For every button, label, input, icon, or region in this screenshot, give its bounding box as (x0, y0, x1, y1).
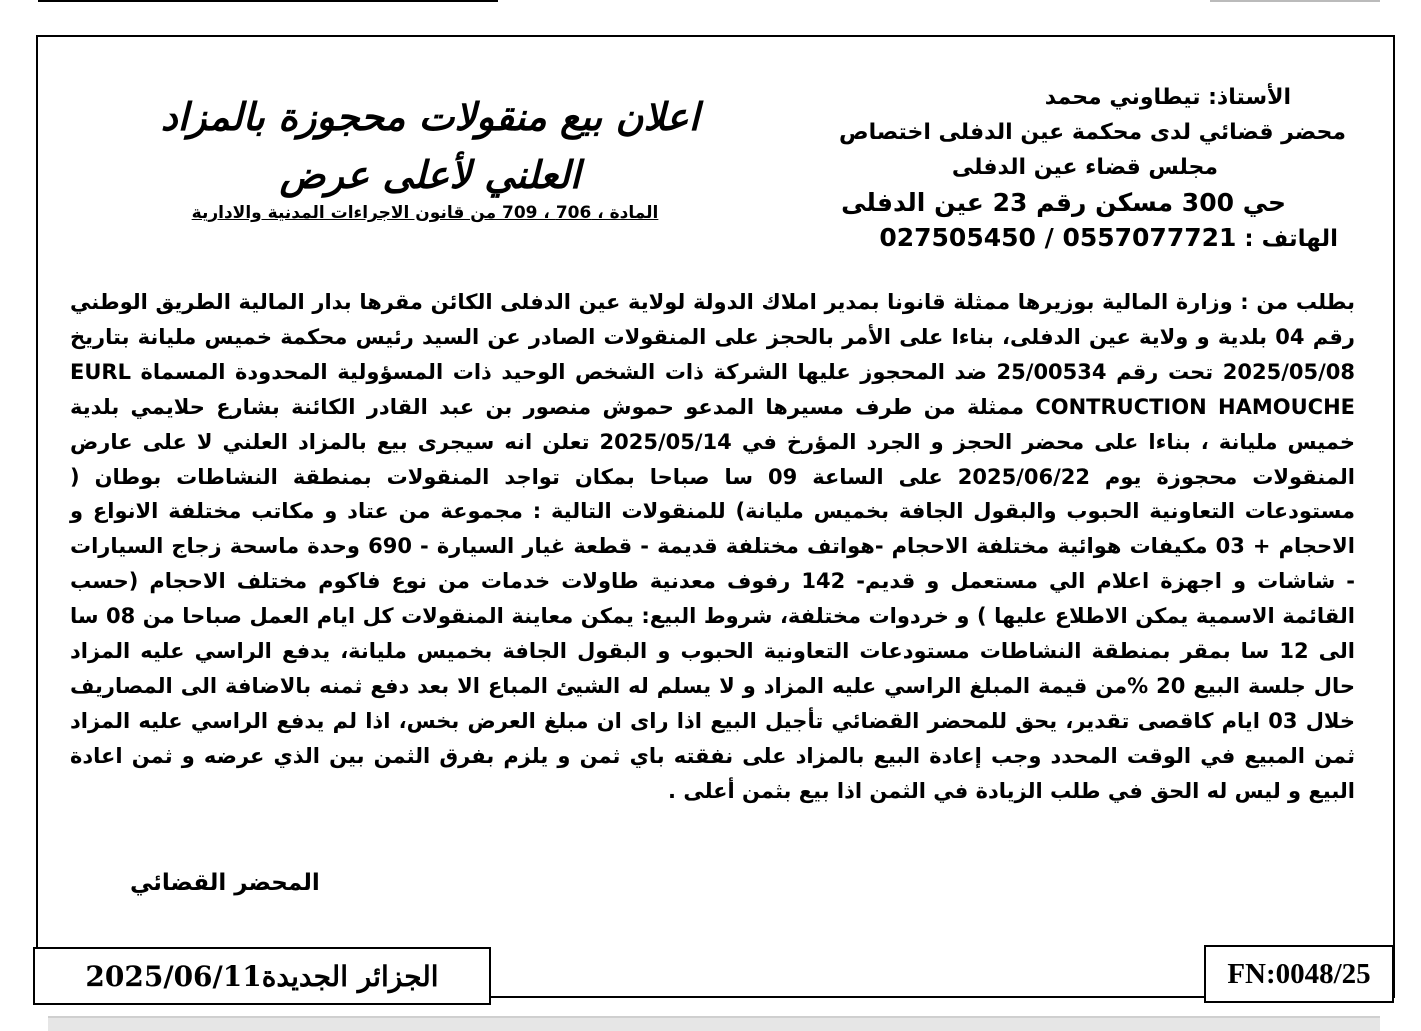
bailiff-phone (786, 220, 1338, 257)
notice-title (70, 88, 790, 204)
bailiff-court: محضر قضائي لدى محكمة عين الدفلى اختصاص (838, 120, 1346, 145)
bailiff-council: مجلس قضاء عين الدفلى (951, 155, 1218, 180)
signature: المحضر القضائي (130, 870, 320, 896)
bailiff-header (786, 80, 1346, 257)
top-rule-left (38, 0, 498, 2)
bailiff-name: الأستاذ: تيطاوني محمد (1044, 85, 1291, 110)
newspaper-date-box (33, 947, 491, 1005)
phone-label: الهاتف : (1244, 226, 1338, 252)
newspaper-date: الجزائر الجديدة2025/06/11 (85, 959, 439, 993)
page-bottom-edge (48, 1016, 1380, 1031)
title-line-2: العلني لأعلى عرض (279, 152, 581, 197)
bailiff-address: حي 300 مسكن رقم 23 عين الدفلى (841, 188, 1286, 217)
top-rule-right (1210, 0, 1380, 2)
reference-number: FN:0048/25 (1227, 957, 1371, 990)
phone-numbers: 0557077721 / 027505450 (879, 223, 1237, 252)
title-line-1: اعلان بيع منقولات محجوزة بالمزاد (160, 94, 700, 139)
legal-reference: المادة ، 706 ، 709 من قانون الاجراءات المدنية والادارية (191, 203, 659, 223)
notice-body: بطلب من : وزارة المالية بوزيرها ممثلة قانونا بمدير املاك الدولة لولاية عين الدفلى الكائن مقرها بدار المالية الطريق الوطني رقم 04 بلدية و ولاية عين الدفلى، بناءا على الأمر بالحجز على المنقولات الصادر عن السيد رئيس محكمة خميس مليانة بتاريخ 2025/05/08 تحت رقم 25/00534 ضد المحجوز عليها الشركة ذات الشخص الوحيد ذات المسؤولية المحدودة المسماة EURL CONTRUCTION HAMOUCHE ممثلة من طرف مسيرها المدعو حموش منصور بن عبد القادر الكائنة بشارع حلايمي بلدية خميس مليانة ، بناءا على محضر الحجز و الجرد المؤرخ في 2025/05/14 تعلن انه سيجرى بيع بالمزاد العلني لا على عارض المنقولات محجوزة يوم 2025/06/22 على الساعة 09 سا صباحا بمكان تواجد المنقولات بمنطقة النشاطات بوطان ( مستودعات التعاونية الحبوب والبقول الجافة بخميس مليانة) للمنقولات التالية : مجموعة من عتاد و مكاتب مختلفة الانواع و الاحجام + 03 مكيفات هوائية مختلفة الاحجام -هواتف مختلفة قديمة - قطعة غيار السيارة - 690 وحدة ماسحة زجاج السيارات - شاشات و اجهزة اعلام الي مستعمل و قديم- 142 رفوف معدنية طاولات خدمات من نوع فاكوم مختلف الاحجام (حسب القائمة الاسمية يمكن الاطلاع عليها ) و خردوات مختلفة، شروط البيع: يمكن معاينة المنقولات كل ايام العمل صباحا من 08 سا الى 12 سا بمقر بمنطقة النشاطات مستودعات التعاونية الحبوب و البقول الجافة بخميس مليانة، يدفع الراسي عليه المزاد حال جلسة البيع 20 %من قيمة المبلغ الراسي عليه المزاد و لا يسلم له الشيئ المباع الا بعد دفع ثمنه بالاضافة الى المصاريف خلال 03 ايام كاقصى تقدير، يحق للمحضر القضائي تأجيل البيع اذا راى ان مبلغ العرض بخس، اذا لم يدفع الراسي عليه المزاد ثمن المبيع في الوقت المحدد وجب إعادة البيع بالمزاد على نفقته باي ثمن و يلزم بفرق الثمن بين الذي عرضه و ثمن اعادة البيع و ليس له الحق في طلب الزيادة في الثمن اذا بيع بثمن أعلى . (70, 290, 1356, 803)
reference-box (1204, 945, 1394, 1003)
